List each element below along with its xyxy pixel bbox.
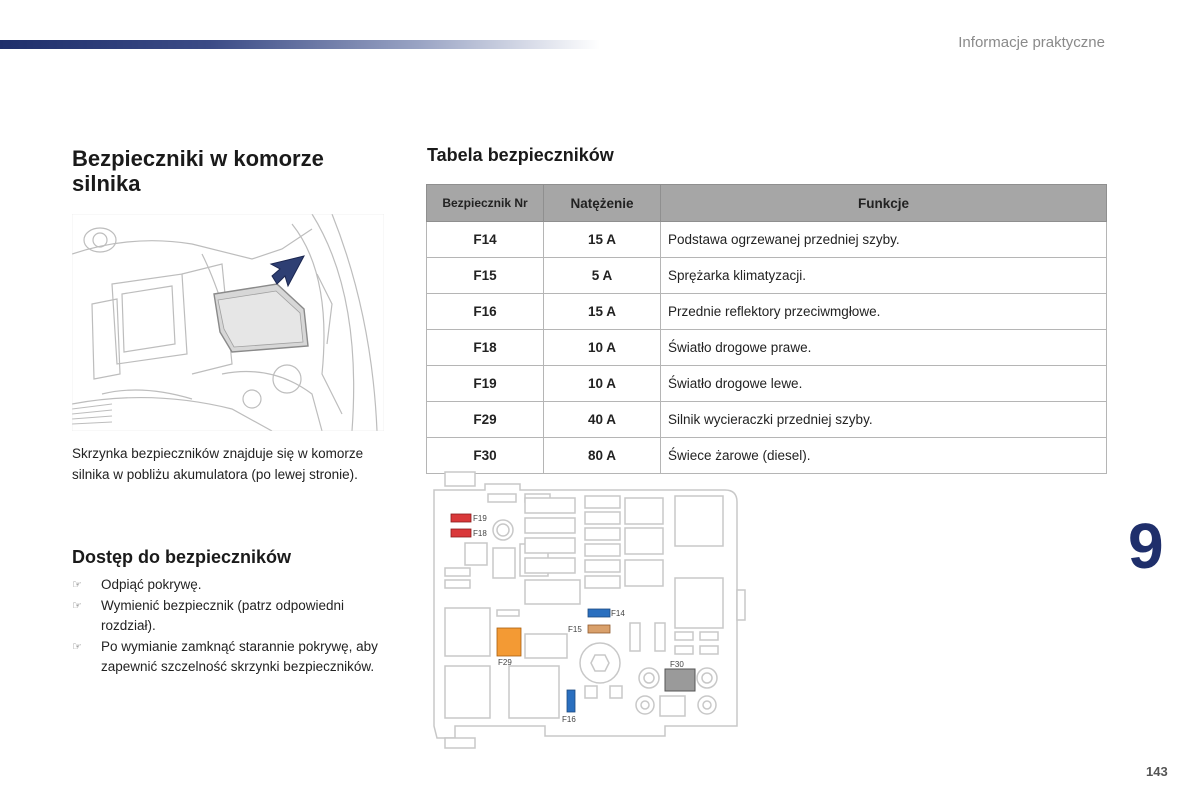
pointing-hand-icon: ☞ [72,599,82,612]
fuse-f19 [451,514,471,522]
fuse-number: F19 [427,366,544,402]
fuse-label-f16: F16 [562,715,576,724]
fuse-table [426,184,1107,474]
fuse-label-f30: F30 [670,660,684,669]
access-heading: Dostęp do bezpieczników [72,547,292,567]
page-title: Bezpieczniki w komorze silnika [72,146,324,196]
fuse-function: Światło drogowe lewe. [661,366,1107,402]
intro-paragraph: Skrzynka bezpieczników znajduje się w komorze silnika w pobliżu akumulatora (po lewej stronie). [72,446,364,482]
fuse-f18 [451,529,471,537]
fuse-f15 [588,625,610,633]
table-row [427,366,1107,402]
column-header-number: Bezpiecznik Nr [427,185,544,222]
step-text: Odpiąć pokrywę. [101,577,202,592]
fusebox-diagram [425,468,748,753]
fuse-function: Silnik wycieraczki przedniej szyby. [661,402,1107,438]
fuse-function: Sprężarka klimatyzacji. [661,258,1107,294]
fuse-label-f19: F19 [473,514,487,523]
fuse-function: Przednie reflektory przeciwmgłowe. [661,294,1107,330]
list-item [72,637,392,678]
pointer-arrow [271,256,304,286]
fuse-label-f18: F18 [473,529,487,538]
table-heading: Tabela bezpieczników [427,145,614,165]
pointing-hand-icon: ☞ [72,579,82,591]
fuse-amperage: 80 A [544,438,661,474]
fuse-number: F15 [427,258,544,294]
fuse-f29 [497,628,521,656]
fuse-function: Światło drogowe prawe. [661,330,1107,366]
table-row [427,330,1107,366]
pointing-hand-icon: ☞ [72,640,82,653]
chapter-number: 9 [1128,510,1164,582]
fuse-number: F18 [427,330,544,366]
column-header-amperage: Natężenie [544,185,661,222]
fuse-f14 [588,609,610,617]
table-row [427,294,1107,330]
fuse-amperage: 15 A [544,222,661,258]
fuse-amperage: 10 A [544,366,661,402]
fuse-number: F30 [427,438,544,474]
table-header-row [427,185,1107,222]
fuse-label-f15: F15 [568,625,582,634]
fuse-amperage: 15 A [544,294,661,330]
step-text: Wymienić bezpiecznik (patrz odpowiedni rozdział). [101,597,344,633]
section-title: Informacje praktyczne [958,34,1105,51]
list-item [72,575,392,596]
fuse-amperage: 40 A [544,402,661,438]
table-row [427,222,1107,258]
steps-list [72,575,392,678]
header-accent-bar [0,40,600,49]
table-row [427,258,1107,294]
page-number: 143 [1146,764,1168,779]
column-header-function: Funkcje [661,185,1107,222]
fuse-function: Podstawa ogrzewanej przedniej szyby. [661,222,1107,258]
fuse-number: F14 [427,222,544,258]
engine-compartment-illustration [72,214,384,431]
fuse-label-f29: F29 [498,658,512,667]
fuse-number: F29 [427,402,544,438]
fuse-f16 [567,690,575,712]
fuse-f30 [665,669,695,691]
fuse-amperage: 10 A [544,330,661,366]
step-text: Po wymianie zamknąć starannie pokrywę, aby zapewnić szczelność skrzynki bezpieczników. [101,638,378,674]
fuse-amperage: 5 A [544,258,661,294]
table-row [427,402,1107,438]
fuse-label-f14: F14 [611,609,625,618]
list-item [72,596,392,637]
fuse-number: F16 [427,294,544,330]
fuse-function: Świece żarowe (diesel). [661,438,1107,474]
